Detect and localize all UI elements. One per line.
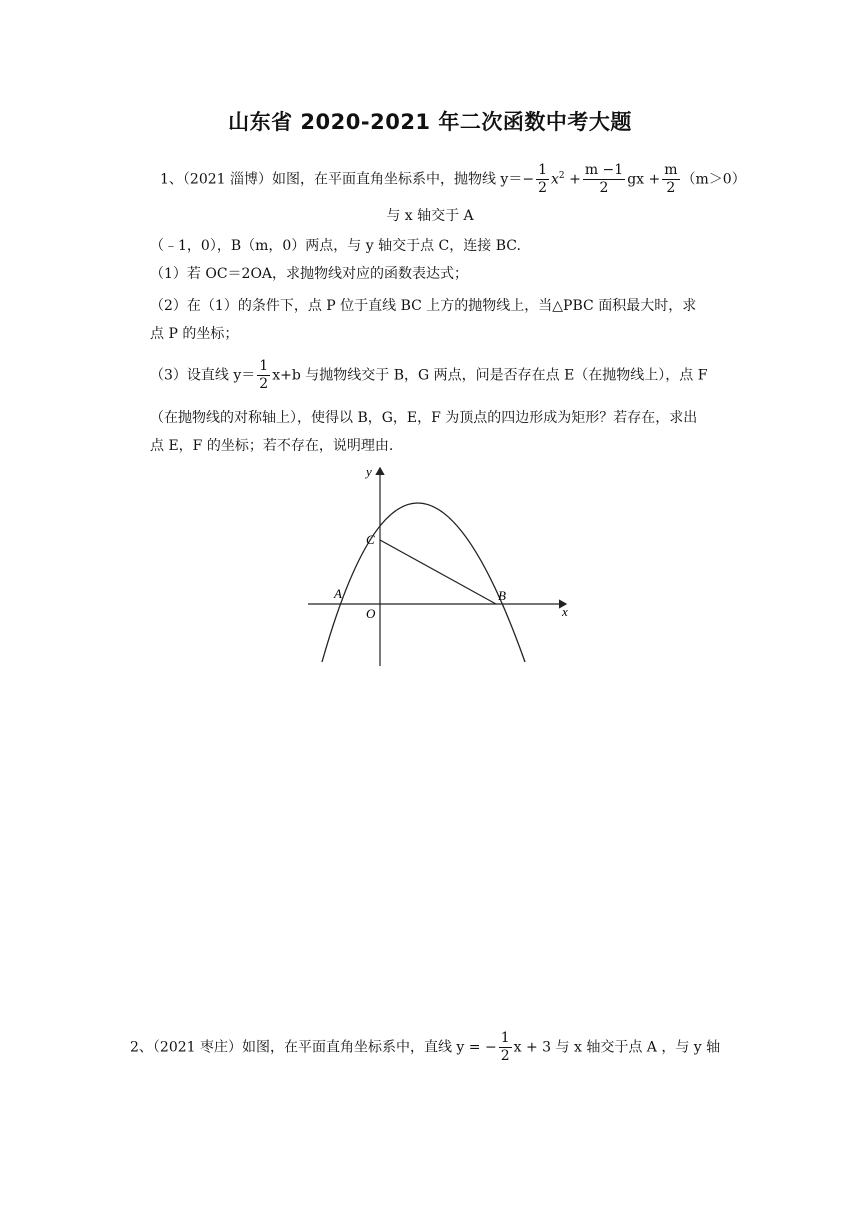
q1-part2-a: （2）在（1）的条件下，点 P 位于直线 BC 上方的抛物线上，当△PBC 面积最大时，求 — [150, 298, 697, 314]
q2-frac-den: 2 — [500, 1048, 510, 1064]
q1-frac3-num: m — [664, 162, 678, 178]
q1-frac3-den: 2 — [666, 180, 676, 196]
q1-frac1 — [536, 162, 549, 197]
q1-frac2-num: m −1 — [584, 162, 624, 178]
q1-frac2-den: 2 — [599, 180, 609, 196]
q1-part3-frac-num: 1 — [259, 358, 269, 374]
q1-x: x — [551, 171, 559, 188]
q1-condition: （m＞0） — [681, 171, 746, 188]
q2-intro — [130, 1030, 720, 1065]
parabola-figure — [300, 460, 580, 670]
q1-part3-prefix: （3）设直线 y＝ — [150, 367, 256, 384]
q1-frac2 — [583, 162, 625, 197]
q2-frac-num: 1 — [500, 1030, 510, 1046]
q1-plus: + — [569, 171, 581, 188]
q1-intro-prefix: 1、（2021 淄博）如图，在平面直角坐标系中，抛物线 y＝− — [160, 171, 535, 188]
q1-frac1-num: 1 — [538, 162, 547, 178]
q1-line2: 与 x 轴交于 A — [386, 208, 474, 224]
label-o: O — [366, 606, 376, 621]
label-c: C — [366, 532, 375, 547]
q1-part3 — [150, 358, 707, 393]
q1-frac3 — [662, 162, 679, 197]
q1-sup: 2 — [558, 170, 565, 181]
q1-part3-b: （在抛物线的对称轴上），使得以 B，G，E，F 为顶点的四边形成为矩形？若存在，求出 — [150, 410, 698, 426]
q1-frac1-den: 2 — [538, 180, 547, 196]
q1-gx: gx + — [627, 171, 661, 188]
label-b: B — [498, 588, 506, 603]
q2-frac — [499, 1030, 512, 1065]
label-a: A — [334, 586, 342, 601]
q2-suffix: x + 3 与 x 轴交于点 A ，与 y 轴 — [513, 1039, 721, 1056]
page-title: 山东省 2020-2021 年二次函数中考大题 — [228, 110, 632, 134]
q1-part2-b: 点 P 的坐标； — [150, 326, 239, 342]
q1-line3: （﹣1，0），B（m，0）两点，与 y 轴交于点 C，连接 BC. — [150, 238, 521, 254]
segment-bc — [380, 540, 496, 604]
q1-part3-frac — [257, 358, 270, 393]
label-y: y — [366, 464, 372, 479]
q1-part3-c: 点 E，F 的坐标；若不存在，说明理由. — [150, 438, 394, 454]
q1-part3-suffix: x+b 与抛物线交于 B，G 两点，问是否存在点 E（在抛物线上），点 F — [272, 367, 708, 384]
q2-prefix: 2、（2021 枣庄）如图，在平面直角坐标系中，直线 y = − — [130, 1039, 497, 1056]
label-x: x — [562, 604, 568, 619]
q1-part1: （1）若 OC＝2OA，求抛物线对应的函数表达式； — [150, 266, 469, 282]
q1-intro — [160, 162, 746, 197]
q1-part3-frac-den: 2 — [259, 376, 269, 392]
parabola-curve — [322, 503, 525, 662]
